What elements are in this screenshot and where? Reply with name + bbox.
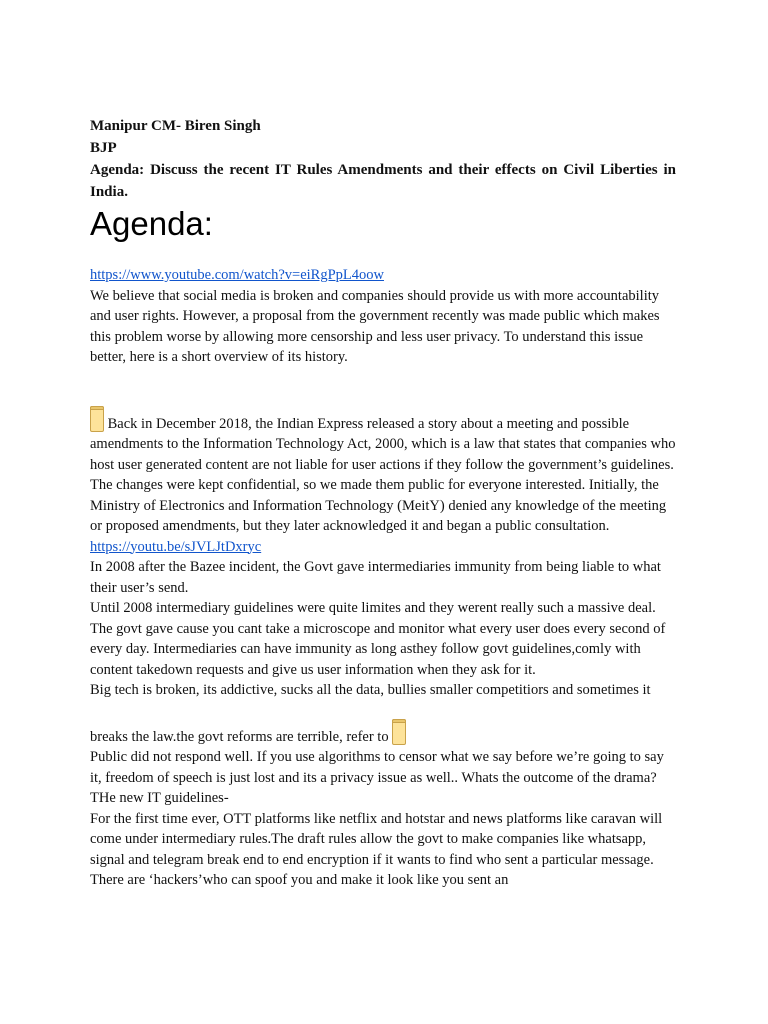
comment-note-icon[interactable] <box>90 406 104 432</box>
youtube-link-2[interactable]: https://youtu.be/sJVLJtDxryc <box>90 538 262 555</box>
header-agenda: Agenda: Discuss the recent IT Rules Amendments and their effects on Civil Liberties in India. <box>90 162 676 200</box>
paragraph-reforms-text: breaks the law.the govt reforms are terrible, refer to <box>90 728 393 745</box>
header-party: BJP <box>90 140 117 156</box>
paragraph-intro: We believe that social media is broken and companies should provide us with more accountability and user rights. However, a proposal from the government recently was made public which makes this problem worse by allowing more censorship and less user privacy. To understand this issue better, here is a short overview of its history. <box>90 287 660 365</box>
paragraph-big-tech: Big tech is broken, its addictive, sucks all the data, bullies smaller competitiors and sometimes it <box>90 682 651 698</box>
paragraph-history <box>90 406 676 537</box>
youtube-link-1[interactable]: https://www.youtube.com/watch?v=eiRgPpL4oow <box>90 267 384 283</box>
document-page <box>90 115 676 891</box>
spacer <box>90 245 676 265</box>
header-title: Manipur CM- Biren Singh <box>90 118 261 134</box>
spacer <box>90 368 676 388</box>
paragraph-public-response: Public did not respond well. If you use algorithms to censor what we say before we’re going to say it, freedom of speech is just lost and its a privacy issue as well.. Whats the outcome of the drama? THe new IT guidelines- <box>90 749 664 806</box>
comment-note-icon[interactable] <box>392 719 406 745</box>
paragraph-history-text: Back in December 2018, the Indian Express released a story about a meeting and possible amendments to the Information Technology Act, 2000, which is a law that states that companies who host user generated content are not liable for user actions if they follow the government’s guidelines. The changes were kept confidential, so we made them public for everyone interested. Initially, the Ministry of Electronics and Information Technology (MeitY) denied any knowledge of the meeting or proposed amendments, but they later acknowledged it and began a public consultation. <box>90 415 676 534</box>
paragraph-ott: For the first time ever, OTT platforms like netflix and hotstar and news platforms like caravan will come under intermediary rules.The draft rules allow the govt to make companies like whatsapp, signal and telegram break end to end encryption if it wants to find who sent a particular message. There are ‘hackers’who can spoof you and make it look like you sent an <box>90 810 663 888</box>
paragraph-guidelines: Until 2008 intermediary guidelines were quite limites and they werent really such a massive deal. The govt gave cause you cant take a microscope and monitor what every user does every second of every day. Intermediaries can have immunity as long asthey follow govt guidelines,comly with content takedown requests and give us user information when they ask for it. <box>90 600 666 678</box>
paragraph-bazee: In 2008 after the Bazee incident, the Govt gave intermediaries immunity from being liable to what their user’s send. <box>90 559 661 596</box>
agenda-heading: Agenda: <box>90 205 213 242</box>
paragraph-reforms <box>90 719 676 748</box>
